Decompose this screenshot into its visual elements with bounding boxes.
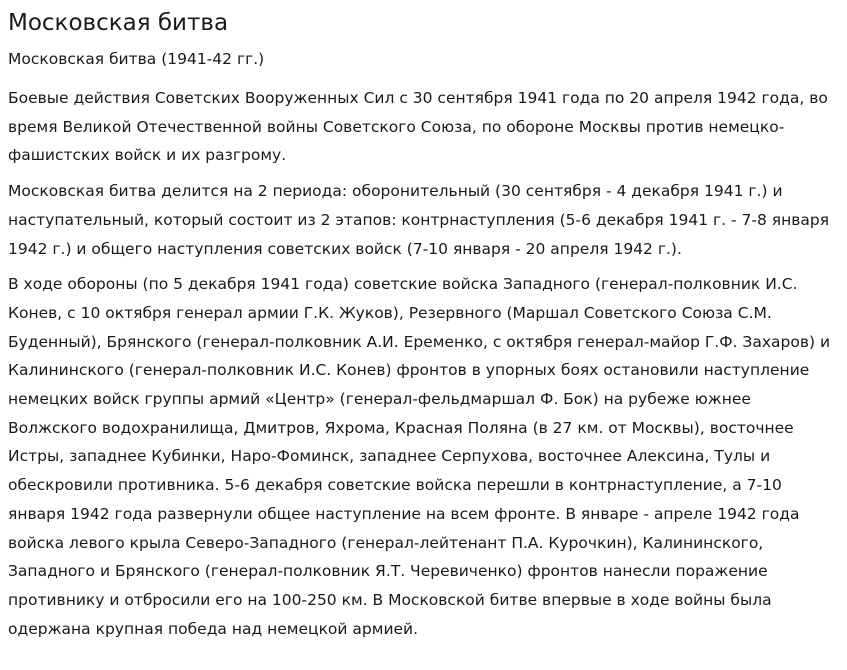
paragraph-defense: В ходе обороны (по 5 декабря 1941 года) советские войска Западного (генерал-полковник И.С. Конев, с 10 октября генерал армии Г.К. Жуков), Резервного (Маршал Советского Союза С.М. Буденный), Брянского (генерал-полковник А.И. Еременко, с октября генерал-майор Г.Ф. Захаров) и Калининского (генерал-полковник И.С. Конев) фронтов в упорных боях остановили наступление немецких войск группы армий «Центр» (генерал-фельдмаршал Ф. Бок) на рубеже южнее Волжского водохранилища, Дмитров, Яхрома, Красная Поляна (в 27 км. от Москвы), восточнее Истры, западнее Кубинки, Наро-Фоминск, западнее Серпухова, восточнее Алексина, Тулы и обескровили противника. 5-6 декабря советские войска перешли в контрнаступление, а 7-10 января 1942 года развернули общее наступление на всем фронте. В январе - апреле 1942 года войска левого крыла Северо-Западного (генерал-лейтенант П.А. Курочкин), Калининского, Западного и Брянского (генерал-полковник Я.Т. Черевиченко) фронтов нанесли поражение противнику и отбросили его на 100-250 км. В Московской битве впервые в ходе войны была одержана крупная победа над немецкой армией.: [8, 275, 831, 638]
paragraph-periods: Московская битва делится на 2 периода: оборонительный (30 сентября - 4 декабря 1941 г.) и наступательный, который состоит из 2 этапов: контрнаступления (5-6 декабря 1941 г. - 7-8 января 1942 г.) и общего наступления советских войск (7-10 января - 20 апреля 1942 г.).: [8, 182, 830, 258]
paragraph-intro: Боевые действия Советских Вооруженных Сил с 30 сентября 1941 года по 20 апреля 1942 года, во время Великой Отечественной войны Советского Союза, по обороне Москвы против немецко-фашистских войск и их разгрому.: [8, 89, 828, 165]
article: [0, 8, 847, 643]
page-title: Московская битва: [8, 10, 229, 36]
article-subtitle: Московская битва (1941-42 гг.): [8, 50, 265, 68]
